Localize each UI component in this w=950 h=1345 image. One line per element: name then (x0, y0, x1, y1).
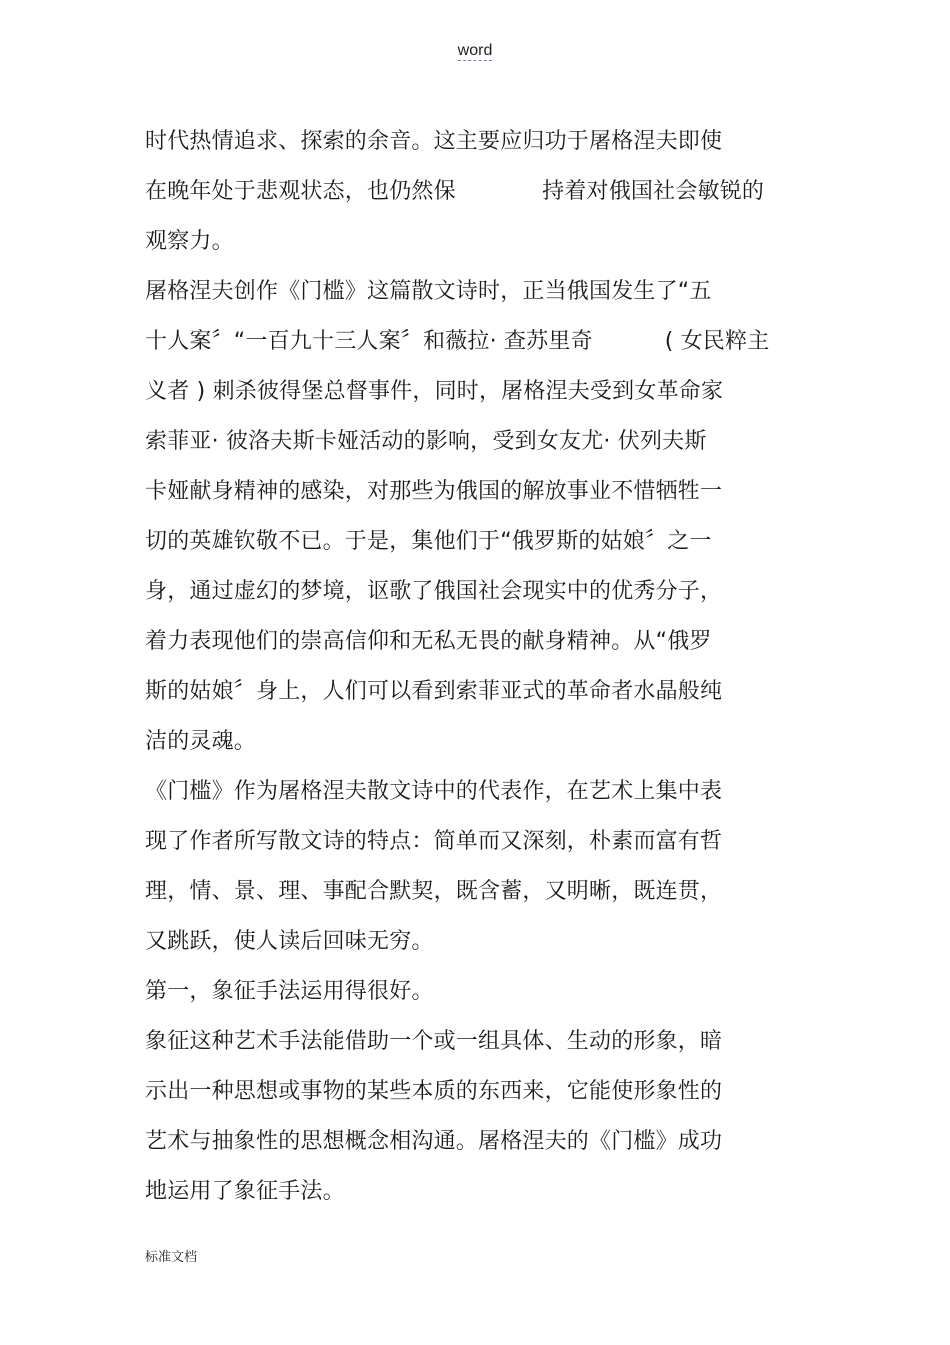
body-line: 着力表现他们的崇高信仰和无私无畏的献身精神。从“俄罗 (145, 629, 712, 654)
body-line: 示出一种思想或事物的某些本质的东西来，它能使形象性的 (145, 1079, 723, 1104)
body-line: 现了作者所写散文诗的特点：简单而又深刻，朴素而富有哲 (145, 829, 723, 854)
body-line: 义者 ) 刺杀彼得堡总督事件，同时，屠格涅夫受到女革命家 (145, 379, 724, 404)
body-line: 观察力。 (145, 229, 234, 254)
body-line: 《门槛》作为屠格涅夫散文诗中的代表作，在艺术上集中表 (145, 779, 723, 804)
body-line: 洁的灵魂。 (145, 729, 257, 754)
body-line: 十人案〞“一百九十三人案〞和薇拉· 查苏里奇 ( 女民粹主 (145, 329, 770, 354)
header-title: word (457, 42, 493, 59)
body-line: 在晚年处于悲观状态，也仍然保 持着对俄国社会敏锐的 (145, 179, 765, 204)
body-line: 索菲亚· 彼洛夫斯卡娅活动的影响，受到女友尤· 伏列夫斯 (145, 429, 707, 454)
body-line: 又跳跃，使人读后回味无穷。 (145, 929, 434, 954)
body-line: 身，通过虚幻的梦境，讴歌了俄国社会现实中的优秀分子， (145, 579, 723, 604)
body-line: 屠格涅夫创作《门槛》这篇散文诗时，正当俄国发生了“五 (145, 279, 712, 304)
body-line: 地运用了象征手法。 (145, 1179, 345, 1204)
page-header (0, 42, 950, 60)
body-line: 卡娅献身精神的感染，对那些为俄国的解放事业不惜牺牲一 (145, 479, 723, 504)
body-line: 斯的姑娘〞身上，人们可以看到索菲亚式的革命者水晶般纯 (145, 679, 723, 704)
body-line: 切的英雄钦敬不已。于是，集他们于“俄罗斯的姑娘〞之一 (145, 529, 712, 554)
body-line: 理，情、景、理、事配合默契，既含蓄，又明晰，既连贯， (145, 879, 723, 904)
body-line: 时代热情追求、探索的余音。这主要应归功于屠格涅夫即使 (145, 129, 723, 154)
body-line: 象征这种艺术手法能借助一个或一组具体、生动的形象，暗 (145, 1029, 723, 1054)
page-footer: 标准文档 (145, 1250, 198, 1265)
body-line: 第一，象征手法运用得很好。 (145, 979, 434, 1004)
body-line: 艺术与抽象性的思想概念相沟通。屠格涅夫的《门槛》成功 (145, 1129, 723, 1154)
